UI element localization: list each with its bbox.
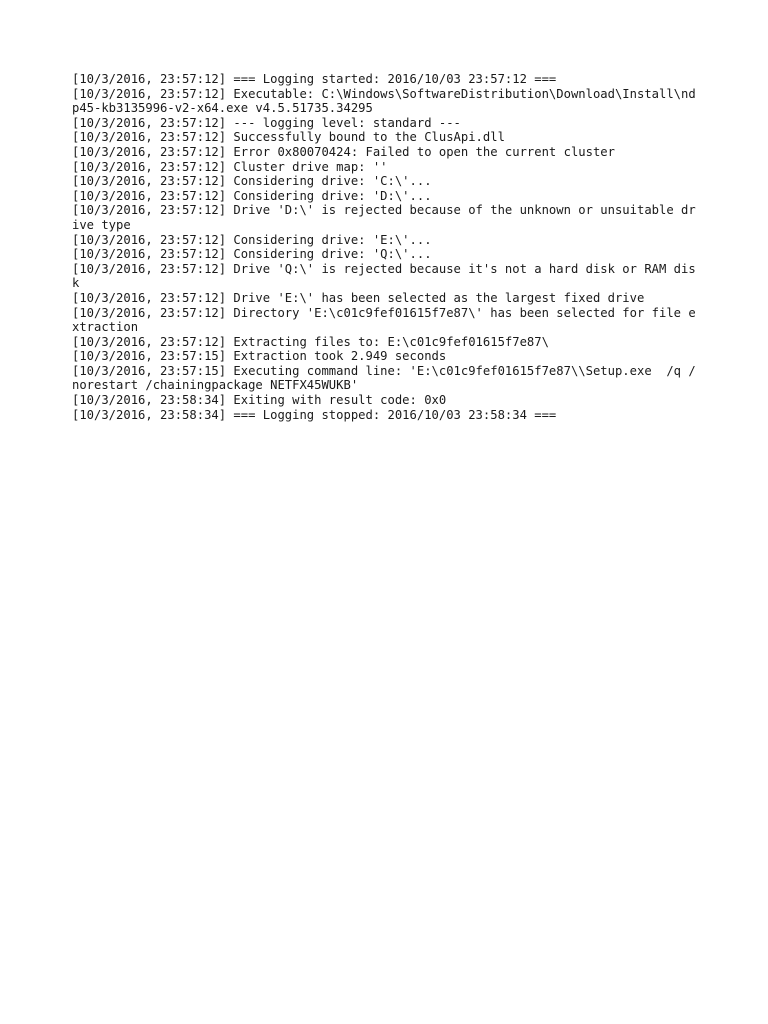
log-line: [10/3/2016, 23:57:12] === Logging started: 2016/10/03 23:57:12 === [72, 72, 557, 86]
log-line: [10/3/2016, 23:57:15] Executing command line: 'E:\c01c9fef01615f7e87\\Setup.exe /q /norestart /chainingpackage NETFX45WUKB' [72, 363, 696, 393]
log-line: [10/3/2016, 23:57:12] Considering drive: 'E:\'... [72, 232, 432, 247]
log-line: [10/3/2016, 23:57:12] Considering drive: 'Q:\'... [72, 247, 432, 262]
log-line: [10/3/2016, 23:57:12] Error 0x80070424: Failed to open the current cluster [72, 144, 615, 159]
log-line: [10/3/2016, 23:58:34] === Logging stopped: 2016/10/03 23:58:34 === [72, 407, 557, 422]
log-line: [10/3/2016, 23:57:12] Extracting files to: E:\c01c9fef01615f7e87\ [72, 334, 549, 349]
log-line: [10/3/2016, 23:57:12] Cluster drive map: '' [72, 159, 388, 174]
log-line: [10/3/2016, 23:57:12] Drive 'D:\' is rejected because of the unknown or unsuitable drive type [72, 203, 696, 232]
log-line: [10/3/2016, 23:57:12] Considering drive: 'D:\'... [72, 188, 432, 203]
log-line: [10/3/2016, 23:57:12] Considering drive: 'C:\'... [72, 174, 432, 189]
log-document [72, 72, 702, 422]
log-line: [10/3/2016, 23:57:12] Directory 'E:\c01c9fef01615f7e87\' has been selected for file extraction [72, 305, 696, 335]
log-line: [10/3/2016, 23:58:34] Exiting with result code: 0x0 [72, 393, 447, 408]
log-line: [10/3/2016, 23:57:12] Drive 'Q:\' is rejected because it's not a hard disk or RAM disk [72, 261, 696, 291]
log-line: [10/3/2016, 23:57:12] Drive 'E:\' has been selected as the largest fixed drive [72, 290, 645, 305]
log-line: [10/3/2016, 23:57:15] Extraction took 2.949 seconds [72, 349, 447, 364]
log-line: [10/3/2016, 23:57:12] Successfully bound to the ClusApi.dll [72, 130, 505, 145]
log-line: [10/3/2016, 23:57:12] Executable: C:\Windows\SoftwareDistribution\Download\Install\ndp45-kb3135996-v2-x64.exe v4.5.51735.34295 [72, 86, 696, 116]
log-line: [10/3/2016, 23:57:12] --- logging level: standard --- [72, 115, 461, 130]
